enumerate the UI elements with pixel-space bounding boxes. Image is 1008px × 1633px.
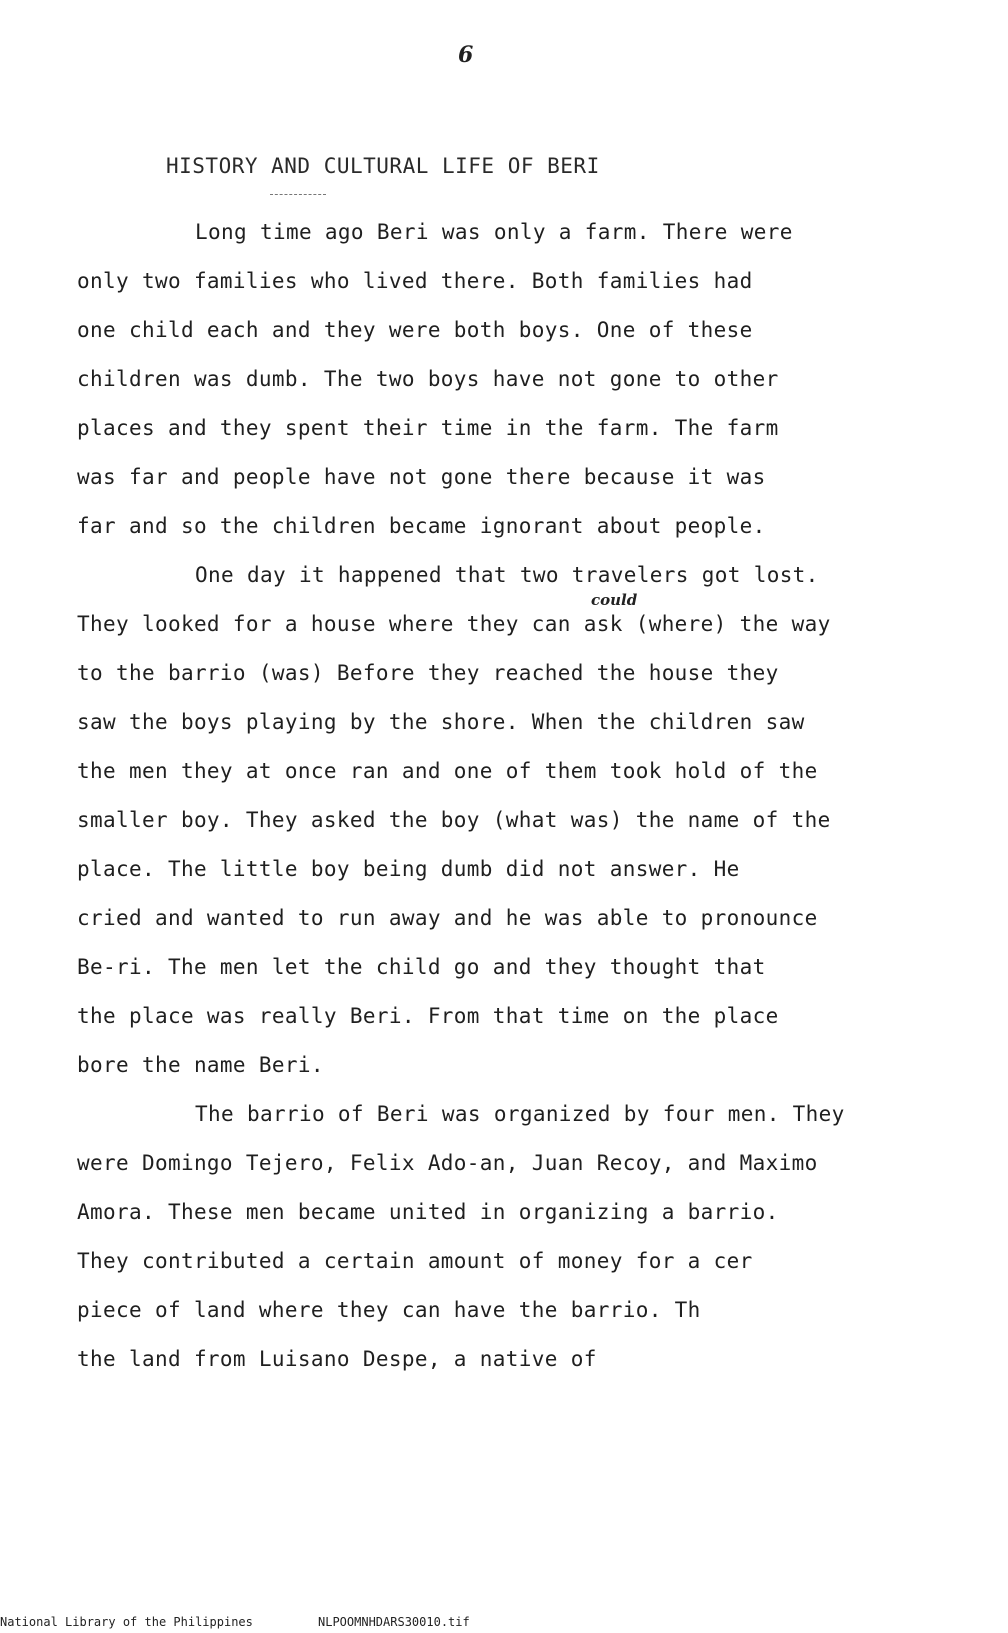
paragraph-2-line-10: the place was really Beri. From that time on the place — [77, 1004, 779, 1028]
paragraph-2-line-11: bore the name Beri. — [77, 1053, 324, 1077]
paragraph-2-line-3: to the barrio (was) Before they reached the house they — [77, 661, 779, 685]
paragraph-2-line-2: They looked for a house where they can ask (where) the way — [77, 612, 831, 636]
paragraph-2-line-7: place. The little boy being dumb did not answer. He — [77, 857, 740, 881]
paragraph-2-line-4: saw the boys playing by the shore. When the children saw — [77, 710, 805, 734]
paragraph-1-line-3: one child each and they were both boys. One of these — [77, 318, 753, 342]
paragraph-3-line-5: piece of land where they can have the barrio. Th — [77, 1298, 701, 1322]
paragraph-1-line-1: Long time ago Beri was only a farm. There were — [195, 220, 793, 244]
footer-filename: NLPOOMNHDARS30010.tif — [318, 1615, 470, 1629]
paragraph-1-line-2: only two families who lived there. Both families had — [77, 269, 753, 293]
paragraph-1-line-4: children was dumb. The two boys have not gone to other — [77, 367, 779, 391]
paragraph-2-line-1: One day it happened that two travelers got lost. — [195, 563, 819, 587]
paragraph-2-line-8: cried and wanted to run away and he was able to pronounce — [77, 906, 818, 930]
document-title: HISTORY AND CULTURAL LIFE OF BERI — [166, 154, 600, 178]
paragraph-2-line-9: Be-ri. The men let the child go and they thought that — [77, 955, 766, 979]
paragraph-1-line-6: was far and people have not gone there because it was — [77, 465, 766, 489]
handwritten-correction: could — [591, 591, 638, 609]
paragraph-3-line-4: They contributed a certain amount of money for a cer — [77, 1249, 753, 1273]
page-number: 6 — [458, 42, 474, 68]
footer-source: National Library of the Philippines — [0, 1615, 253, 1629]
title-underline — [270, 194, 326, 195]
paragraph-3-line-1: The barrio of Beri was organized by four men. They — [195, 1102, 845, 1126]
paragraph-2-line-6: smaller boy. They asked the boy (what was) the name of the — [77, 808, 831, 832]
paragraph-3-line-2: were Domingo Tejero, Felix Ado-an, Juan Recoy, and Maximo — [77, 1151, 818, 1175]
paragraph-1-line-5: places and they spent their time in the farm. The farm — [77, 416, 779, 440]
paragraph-3-line-3: Amora. These men became united in organizing a barrio. — [77, 1200, 779, 1224]
paragraph-2-line-5: the men they at once ran and one of them took hold of the — [77, 759, 818, 783]
paragraph-1-line-7: far and so the children became ignorant about people. — [77, 514, 766, 538]
paragraph-3-line-6: the land from Luisano Despe, a native of — [77, 1347, 597, 1371]
